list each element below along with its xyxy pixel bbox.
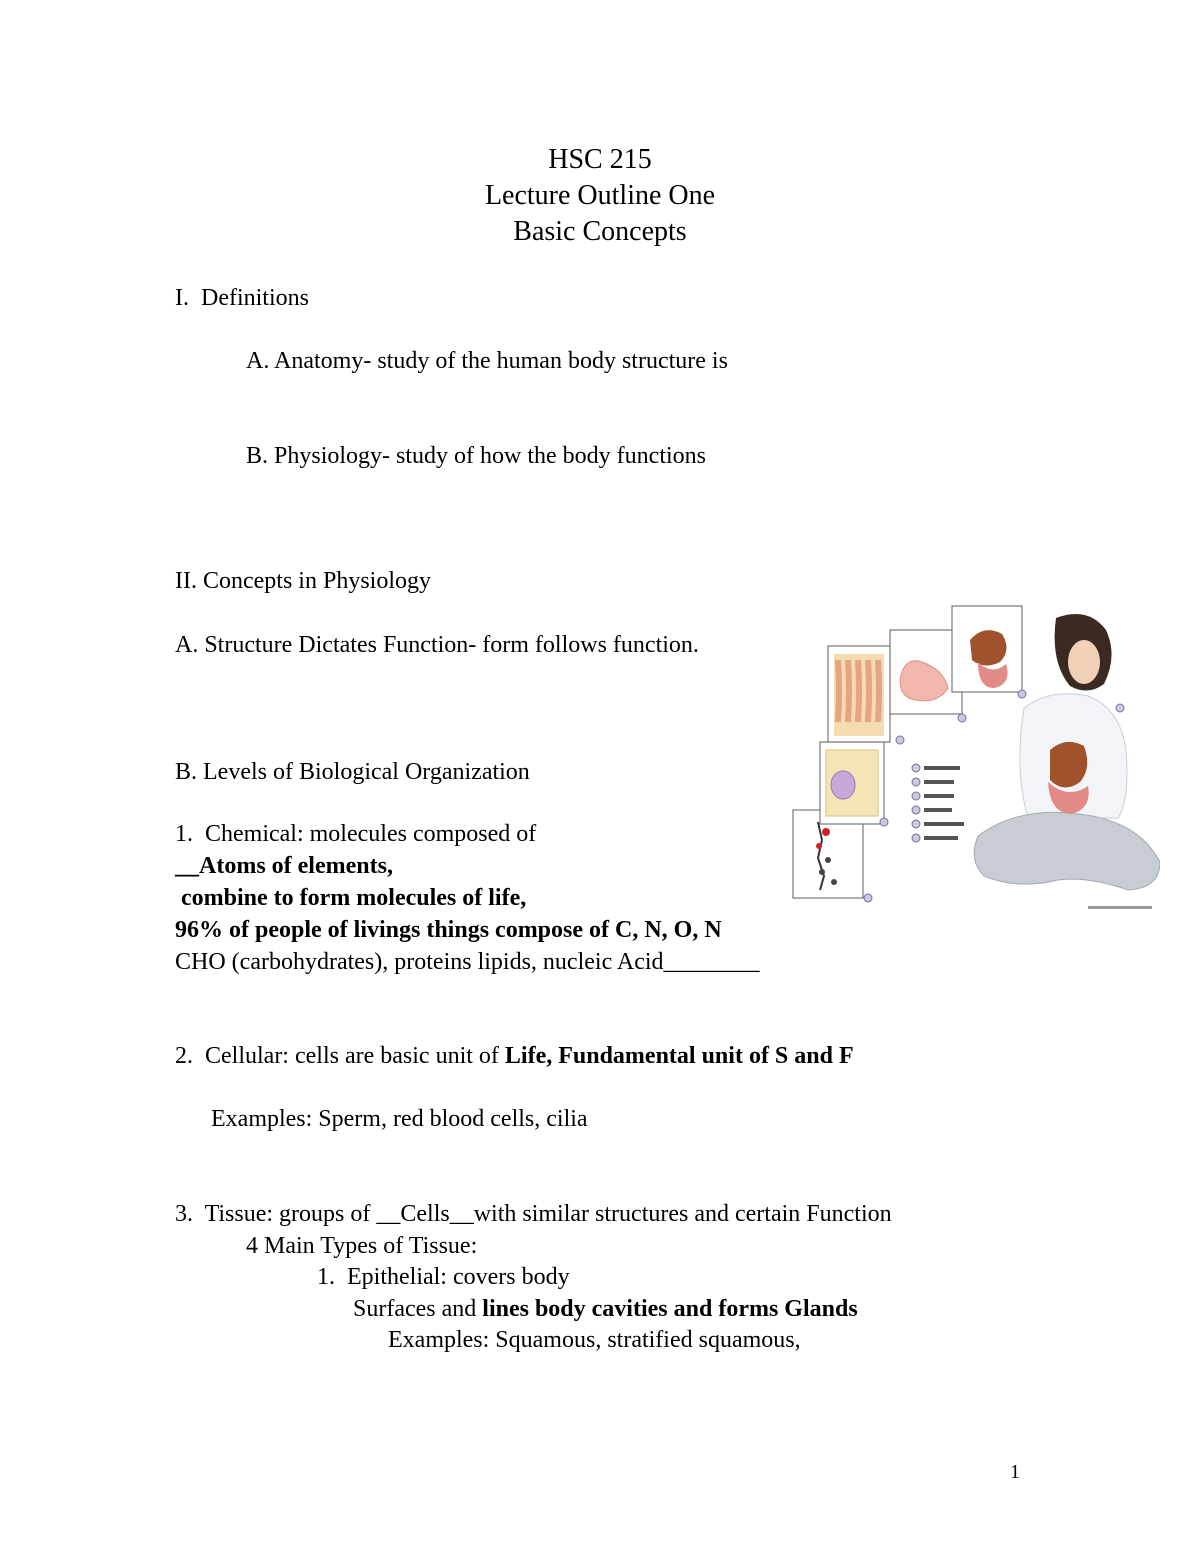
level-chemical: 1. Chemical: molecules composed of xyxy=(175,821,537,847)
tissue-epithelial: 1. Epithelial: covers body xyxy=(317,1264,570,1290)
chemical-atoms-line: __Atoms of elements, xyxy=(175,853,393,879)
section-concepts-heading: II. Concepts in Physiology xyxy=(175,568,431,594)
cellular-bold-text: Life, Fundamental unit of S and F xyxy=(504,1043,854,1069)
chemical-percent-line: 96% of people of livings things compose of C, N, O, N xyxy=(175,917,722,943)
definition-physiology: B. Physiology- study of how the body functions xyxy=(246,443,706,469)
concept-levels-organization: B. Levels of Biological Organization xyxy=(175,759,530,785)
epithelial-description-text: Surfaces and xyxy=(353,1296,483,1322)
cellular-level-panel xyxy=(820,742,884,824)
levels-of-organization-illustration xyxy=(788,600,1160,920)
course-title: HSC 215 xyxy=(548,144,652,175)
epithelial-examples: Examples: Squamous, stratified squamous, xyxy=(388,1327,801,1353)
topic-title: Basic Concepts xyxy=(513,216,687,247)
chemical-molecules-line: combine to form molecules of life, xyxy=(175,885,527,911)
tissue-level-panel xyxy=(828,646,890,742)
section-definitions-heading: I. Definitions xyxy=(175,285,309,311)
epithelial-description-bold: lines body cavities and forms Glands xyxy=(482,1296,858,1322)
cellular-examples: Examples: Sperm, red blood cells, cilia xyxy=(211,1106,588,1132)
cellular-text: 2. Cellular: cells are basic unit of xyxy=(175,1043,505,1069)
level-tissue: 3. Tissue: groups of __Cells__with similar structures and certain Function xyxy=(175,1201,892,1227)
chemical-macromolecules-line: CHO (carbohydrates), proteins lipids, nucleic Acid________ xyxy=(175,949,760,975)
level-cellular xyxy=(175,1042,854,1071)
concept-structure-function: A. Structure Dictates Function- form follows function. xyxy=(175,632,699,658)
copyright-caption xyxy=(1088,906,1152,909)
tissue-types-heading: 4 Main Types of Tissue: xyxy=(246,1233,478,1259)
organ-level-panel xyxy=(890,630,962,714)
definition-anatomy: A. Anatomy- study of the human body structure is xyxy=(246,348,728,374)
page-number: 1 xyxy=(1010,1461,1020,1483)
organ-system-level-panel xyxy=(952,606,1022,692)
epithelial-description xyxy=(353,1295,858,1324)
outline-subtitle: Lecture Outline One xyxy=(484,180,716,211)
levels-legend xyxy=(912,764,964,842)
